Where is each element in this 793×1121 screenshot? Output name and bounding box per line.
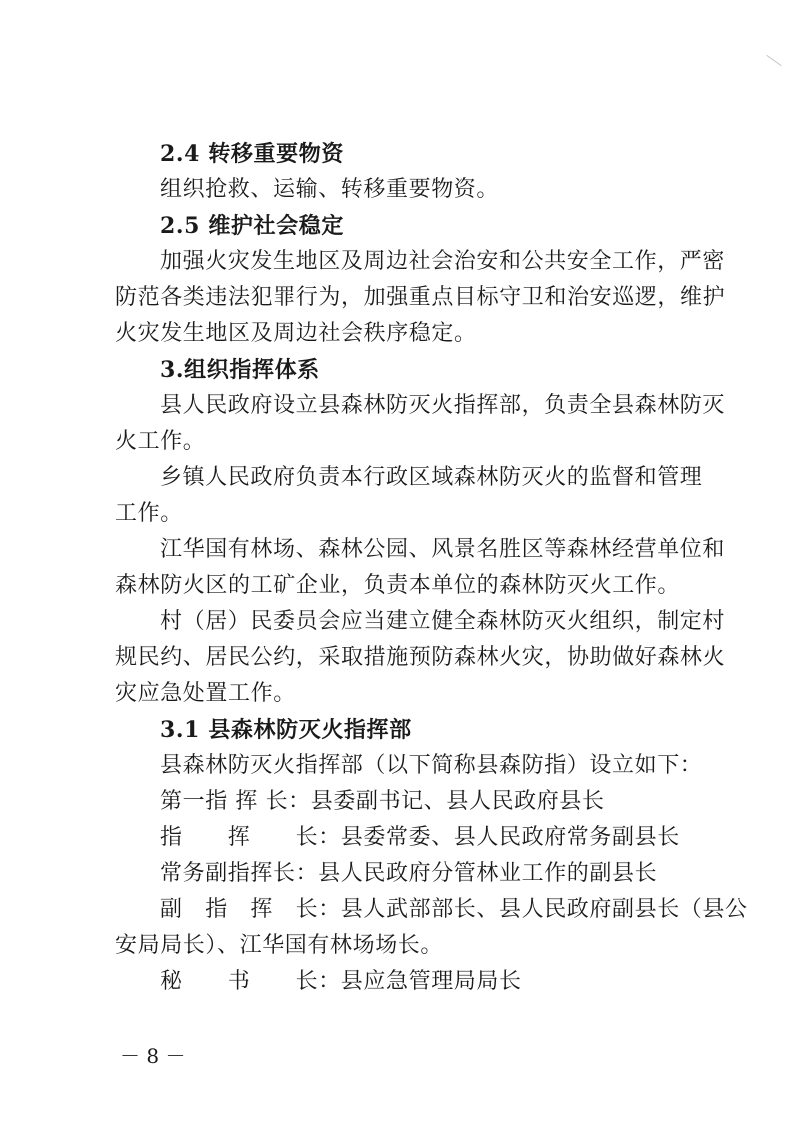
paragraph-line: 火灾发生地区及周边社会秩序稳定。: [115, 321, 477, 346]
paragraph-line: 县森林防灭火指挥部（以下简称县森防指）设立如下：: [160, 753, 703, 778]
paragraph-line: 工作。: [115, 501, 183, 526]
paragraph-line: 灾应急处置工作。: [115, 681, 296, 706]
paragraph-line: 防范各类违法犯罪行为，加强重点目标守卫和治安巡逻，维护: [115, 285, 726, 310]
paragraph-line: 秘 书 长：县应急管理局局长: [160, 969, 522, 994]
heading-2-5: 2.5 维护社会稳定: [160, 213, 344, 239]
paragraph-line: 常务副指挥长：县人民政府分管林业工作的副县长: [160, 861, 658, 886]
paragraph-line: 县人民政府设立县森林防灭火指挥部，负责全县森林防灭: [160, 393, 726, 418]
paragraph-line: 村（居）民委员会应当建立健全森林防灭火组织，制定村: [160, 609, 726, 634]
paragraph-line: 副 指 挥 长：县人武部部长、县人民政府副县长（县公: [160, 897, 748, 922]
paragraph-line: 乡镇人民政府负责本行政区域森林防灭火的监督和管理: [160, 465, 703, 490]
paragraph-line: 加强火灾发生地区及周边社会治安和公共安全工作，严密: [160, 249, 726, 274]
scan-mark: [766, 55, 781, 66]
heading-3-1: 3.1 县森林防灭火指挥部: [160, 717, 412, 743]
paragraph-line: 森林防火区的工矿企业，负责本单位的森林防灭火工作。: [115, 573, 681, 598]
paragraph-line: 第一指 挥 长：县委副书记、县人民政府县长: [160, 789, 605, 814]
paragraph-line: 安局局长）、江华国有林场场长。: [115, 933, 444, 958]
page-number: － 8 －: [120, 1044, 186, 1068]
paragraph-line: 组织抢救、运输、转移重要物资。: [160, 177, 500, 202]
paragraph-line: 规民约、居民公约，采取措施预防森林火灾，协助做好森林火: [115, 645, 726, 670]
paragraph-line: 火工作。: [115, 429, 206, 454]
heading-2-4: 2.4 转移重要物资: [160, 141, 344, 167]
paragraph-line: 指 挥 长：县委常委、县人民政府常务副县长: [160, 825, 680, 850]
paragraph-line: 江华国有林场、森林公园、风景名胜区等森林经营单位和: [160, 537, 726, 562]
heading-3: 3.组织指挥体系: [160, 357, 320, 383]
